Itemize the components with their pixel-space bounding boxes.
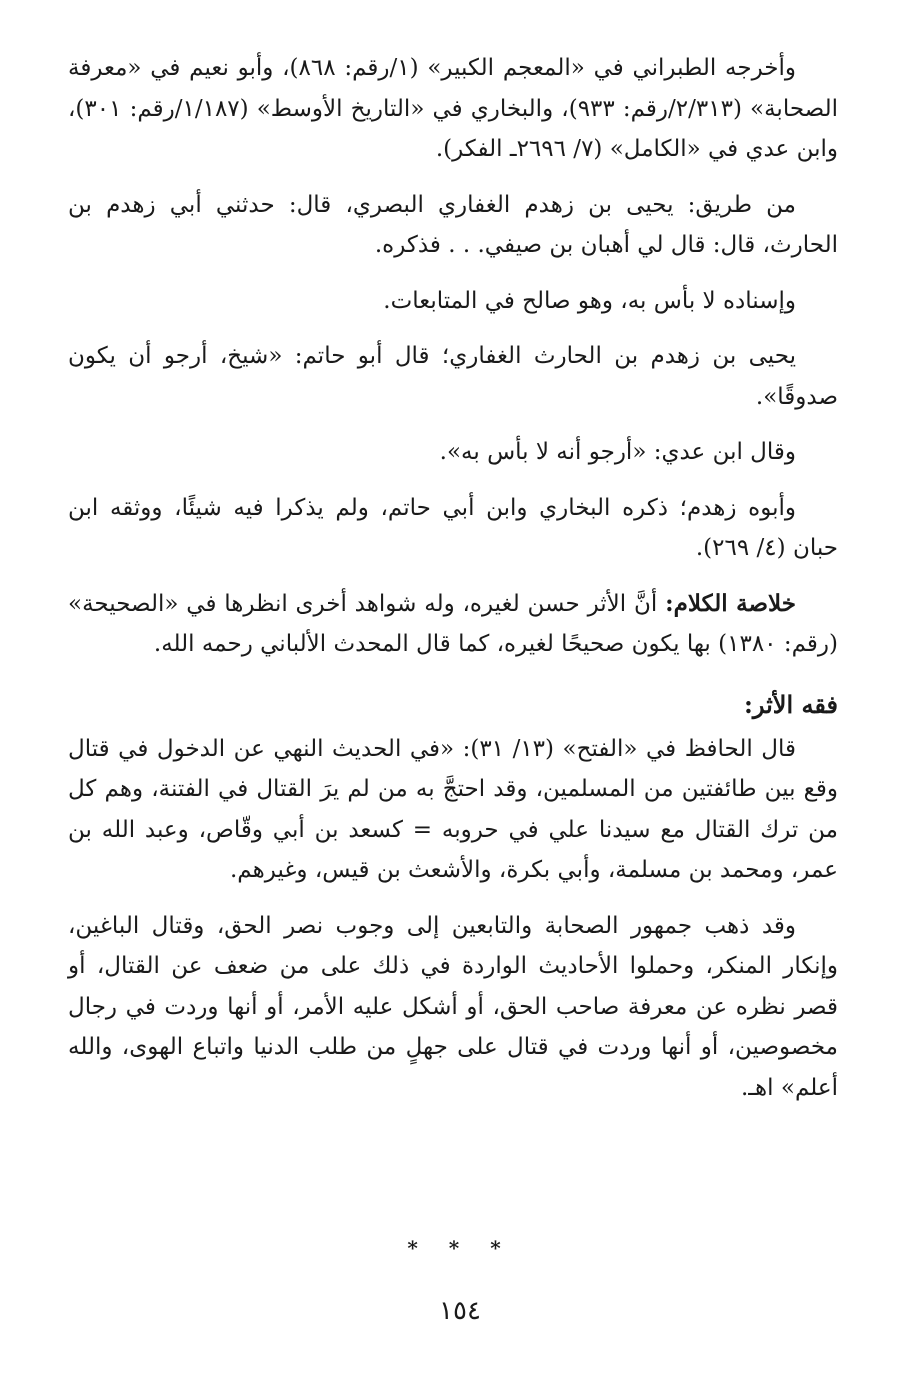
paragraph-narrator-zahdam: وأبوه زهدم؛ ذكره البخاري وابن أبي حاتم، ولم يذكرا فيه شيئًا، ووثقه ابن حبان (٤/ ٢٦٩). bbox=[68, 494, 838, 561]
section-heading: فقه الأثر: bbox=[744, 689, 838, 719]
page-body bbox=[68, 48, 838, 1108]
paragraph-isnad-route: من طريق: يحيى بن زهدم الغفاري البصري، قال: حدثني أبي زهدم بن الحارث، قال: قال لي أهبان بن صيفي. . . فذكره. bbox=[68, 191, 838, 258]
paragraph-narrator-yahya: يحيى بن زهدم بن الحارث الغفاري؛ قال أبو حاتم: «شيخ، أرجو أن يكون صدوقًا». bbox=[68, 343, 838, 410]
section-separator: * * * bbox=[407, 1236, 513, 1260]
conclusion-text: أنَّ الأثر حسن لغيره، وله شواهد أخرى انظرها في «الصحيحة» (رقم: ١٣٨٠) بها يكون صحيحًا لغيره، كما قال المحدث الألباني رحمه الله. bbox=[68, 590, 838, 657]
conclusion-lead: خلاصة الكلام: bbox=[665, 589, 796, 617]
paragraph-takhrij: وأخرجه الطبراني في «المعجم الكبير» (١/رقم: ٨٦٨)، وأبو نعيم في «معرفة الصحابة» (٢/٣١٣/رقم: ٩٣٣)، والبخاري في «التاريخ الأوسط» (١/١٨٧/رقم: ٣٠١)، وابن عدي في «الكامل» (٧/ ٢٦٩٦ـ الفكر). bbox=[68, 55, 839, 162]
paragraph-jumhur: وقد ذهب جمهور الصحابة والتابعين إلى وجوب نصر الحق، وقتال الباغين، وإنكار المنكر، وحملوا الأحاديث الواردة في ذلك على من ضعف عن القتال، أو قصر نظره عن معرفة صاحب الحق، أو أشكل عليه الأمر، أو أنها وردت في رجال مخصوصين، أو أنها وردت في قتال على جهلٍ من طلب الدنيا واتباع الهوى، والله أعلم» اهـ. bbox=[68, 912, 838, 1101]
paragraph-isnad-grade: وإسناده لا بأس به، وهو صالح في المتابعات. bbox=[383, 287, 796, 314]
paragraph-hafiz-quote: قال الحافظ في «الفتح» (١٣/ ٣١): «في الحديث النهي عن الدخول في قتال وقع بين طائفتين من المسلمين، وقد احتجَّ به من لم يرَ القتال في الفتنة، وهم كل من ترك القتال مع سيدنا علي في حروبه = كسعد بن أبي وقّاص، وعبد الله بن عمر، ومحمد بن مسلمة، وأبي بكرة، والأشعث بن قيس، وغيرهم. bbox=[68, 735, 838, 883]
page-number: ١٥٤ bbox=[439, 1296, 481, 1326]
paragraph-conclusion bbox=[68, 584, 838, 665]
paragraph-ibn-adi: وقال ابن عدي: «أرجو أنه لا بأس به». bbox=[439, 439, 796, 465]
